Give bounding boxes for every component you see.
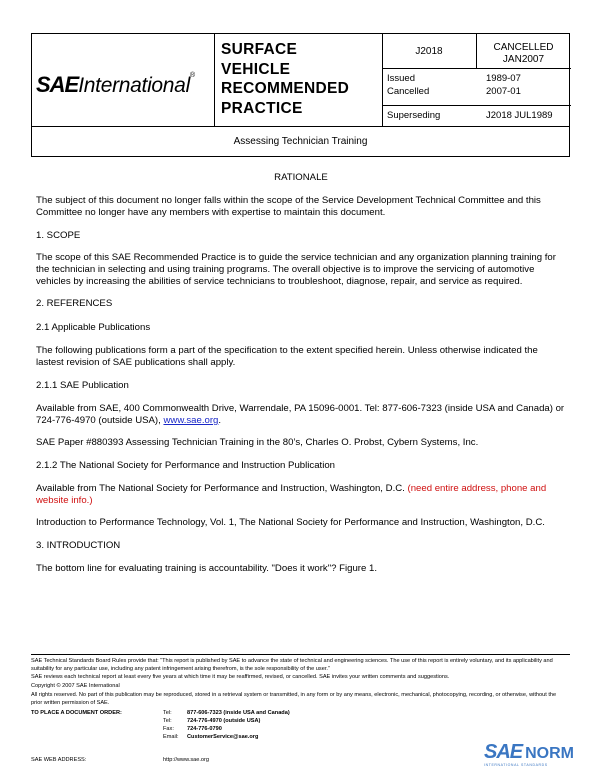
applicable-publications-heading: 2.1 Applicable Publications — [36, 322, 151, 333]
doc-type-cell — [214, 34, 383, 127]
scope-text: The scope of this SAE Recommended Practice is to guide the service technician and any organization planning training for the technician in selecting and using training programs. The overall objective is to improve the servicing of automotive vehicles by increasing the abilities of service technicians to troubleshoot, diagnose, repair, and service as required. — [36, 252, 556, 287]
sae-publication-text: Available from SAE, 400 Commonwealth Drive, Warrendale, PA 15096-0001. Tel: 877-606-7323 (inside USA and Canada) or 724-776-4970 (outside USA), — [36, 403, 565, 426]
rationale-text: The subject of this document no longer falls within the scope of the Service Development Technical Committee and this Committee no longer have any members with expertise to maintain this document. — [36, 195, 541, 218]
issued-label: Issued — [387, 73, 415, 84]
status-date: JAN2007 — [502, 54, 545, 65]
superseding-value: J2018 JUL1989 — [486, 110, 553, 121]
sae-publication-paragraph — [36, 403, 566, 427]
copyright: Copyright © 2007 SAE International — [31, 683, 120, 689]
nspi-publication-paragraph — [36, 483, 566, 507]
applicable-publications-text: The following publications form a part of the specification to the extent specified herein. Unless otherwise indicated the lastest revision of SAE publications shall apply. — [36, 345, 538, 368]
tel-value[interactable]: 877-606-7323 (inside USA and Canada) — [187, 710, 290, 716]
sae-publication-heading: 2.1.1 SAE Publication — [36, 380, 129, 391]
doc-type-line: VEHICLE — [221, 60, 291, 78]
email-label: Email: — [163, 734, 179, 740]
cancelled-label: Cancelled — [387, 86, 430, 97]
introduction-heading: 3. INTRODUCTION — [36, 540, 121, 551]
introduction-text: The bottom line for evaluating training is accountability. "Does it work"? Figure 1. — [36, 563, 377, 574]
watermark-norm: NORM — [525, 745, 575, 762]
review-notice: SAE reviews each technical report at least every five years at which time it may be reaffirmed, revised, or cancelled. SAE invites your written comments and suggestions. — [31, 674, 450, 680]
nspi-publication-text: Available from The National Society for Performance and Instruction, Washington, D.C. — [36, 483, 408, 494]
doc-type-line: RECOMMENDED — [221, 80, 350, 97]
tel2-value[interactable]: 724-776-4970 (outside USA) — [187, 718, 261, 724]
performance-technology-reference: Introduction to Performance Technology, Vol. 1, The National Society for Performance and Instruction, Washington, D.C. — [36, 517, 545, 528]
references-heading: 2. REFERENCES — [36, 298, 113, 309]
footer-divider — [31, 654, 570, 655]
document-header — [31, 33, 570, 126]
fax-value: 724-776-0790 — [187, 726, 222, 732]
order-label: TO PLACE A DOCUMENT ORDER: — [31, 710, 122, 716]
technical-standards-rules: SAE Technical Standards Board Rules provide that: “This report is published by SAE to advance the state of technical and engineering sciences. The use of this report is entirely voluntary, and its applicability and suitability for any particular use, including any patent infringement arising therefrom, is the sole responsibility of the user.” — [31, 658, 553, 672]
tel2-label: Tel: — [163, 718, 172, 724]
tel-label: Tel: — [163, 710, 172, 716]
rationale-heading: RATIONALE — [274, 172, 328, 183]
editor-note: (need entire address, phone and website info.) — [36, 483, 547, 506]
superseding-label: Superseding — [387, 110, 441, 121]
dates-cell — [382, 68, 571, 106]
status-cell — [476, 34, 571, 69]
cancelled-date: 2007-01 — [486, 86, 521, 97]
doc-type-line: PRACTICE — [221, 99, 303, 117]
status-label: CANCELLED — [493, 42, 554, 53]
sentence-end: . — [218, 415, 222, 426]
document-type — [221, 40, 349, 118]
document-status — [476, 42, 571, 66]
watermark-subtitle: INTERNATIONAL STANDARDS — [484, 763, 548, 767]
sae-paper-reference: SAE Paper #880393 Assessing Technician Training in the 80’s, Charles O. Probst, Cybern Systems, Inc. — [36, 437, 479, 448]
document-title: Assessing Technician Training — [31, 126, 570, 157]
email-value[interactable]: CustomerService@sae.org — [187, 734, 259, 740]
issued-date: 1989-07 — [486, 73, 521, 84]
scope-heading: 1. SCOPE — [36, 230, 81, 241]
sae-norm-watermark — [484, 741, 575, 767]
sae-website-link[interactable]: www.sae.org — [163, 415, 219, 426]
logo-sae-text: SAE — [36, 72, 79, 97]
web-address-label: SAE WEB ADDRESS: — [31, 757, 87, 763]
logo-cell — [32, 34, 215, 127]
logo-international-text: International — [78, 74, 190, 97]
nspi-publication-heading: 2.1.2 The National Society for Performance and Instruction Publication — [36, 460, 335, 471]
superseding-cell — [382, 105, 571, 127]
document-number: J2018 — [415, 46, 443, 57]
doc-type-line: SURFACE — [221, 41, 298, 58]
watermark-sae: SAE — [484, 741, 523, 763]
fax-label: Fax: — [163, 726, 174, 732]
doc-number-cell — [382, 34, 477, 69]
web-address-value[interactable]: http://www.sae.org — [163, 757, 210, 763]
rights-notice: All rights reserved. No part of this publication may be reproduced, stored in a retrieval system or transmitted, in any form or by any means, electronic, mechanical, photocopying, recording, or otherwise, without the prior written permission of SAE. — [31, 692, 557, 706]
trademark-mark: ® — [189, 72, 196, 79]
sae-international-logo — [36, 72, 195, 98]
